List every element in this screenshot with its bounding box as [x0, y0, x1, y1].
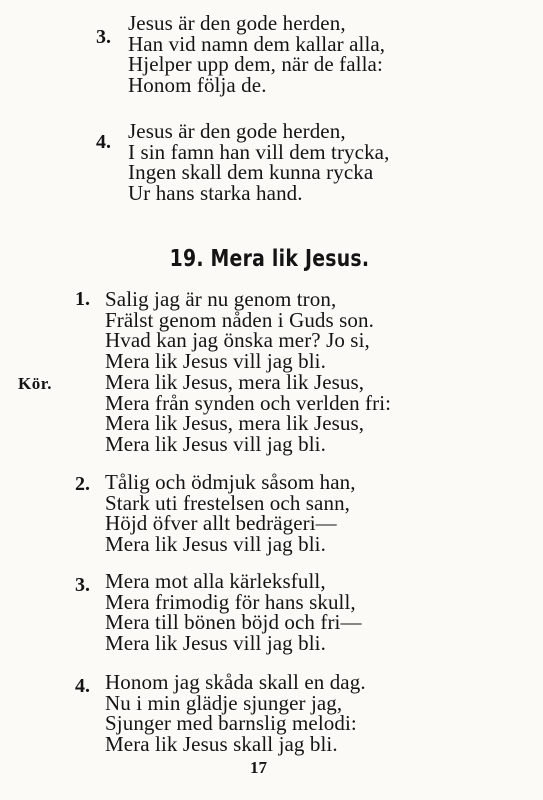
verse-line: I sin famn han vill dem trycka, [128, 139, 390, 164]
verse-line: Hvad kan jag önska mer? Jo si, [105, 328, 370, 352]
verse-line: Mera lik Jesus vill jag bli. [105, 630, 326, 655]
stanza-number: 4. [75, 675, 90, 697]
verse-line: Han vid namn dem kallar alla, [128, 31, 386, 56]
verse-line: Mera till bönen böjd och fri— [105, 610, 362, 634]
verse-line: Mera lik Jesus, mera lik Jesus, [105, 411, 365, 435]
verse-line: Hjelper upp dem, när de falla: [128, 52, 383, 76]
verse-line: Salig jag är nu genom tron, [105, 287, 337, 311]
verse-line: Honom jag skåda skall en dag. [105, 670, 366, 694]
verse-line: Nu i min glädje sjunger jag, [105, 690, 343, 715]
verse-line: Sjunger med barnslig melodi: [105, 711, 357, 735]
stanza-number: 1. [75, 288, 90, 310]
verse-line: Mera från synden och verlden fri: [105, 390, 392, 415]
page-number: 17 [250, 758, 267, 777]
verse-line: Höjd öfver allt bedrägeri— [105, 511, 337, 535]
verse-line: Frälst genom nåden i Guds son. [105, 307, 374, 332]
verse-line: Stark uti frestelsen och sann, [105, 490, 351, 515]
verse-line: Mera lik Jesus, mera lik Jesus, [105, 370, 365, 394]
verse-line: Mera frimodig för hans skull, [105, 589, 356, 614]
stanza-number: 3. [75, 574, 90, 596]
verse-line: Mera lik Jesus skall jag bli. [105, 731, 338, 756]
chorus-label: Kör. [18, 374, 52, 393]
stanza-number: 4. [96, 131, 111, 153]
verse-line: Jesus är den gode herden, [128, 11, 346, 35]
verse-line: Mera mot alla kärleksfull, [105, 569, 326, 593]
stanza-number: 3. [96, 26, 111, 48]
verse-line: Honom följa de. [128, 72, 267, 97]
hymn-title: 19. Mera lik Jesus. [169, 246, 370, 272]
verse-line: Mera lik Jesus vill jag bli. [105, 431, 326, 456]
verse-line: Ingen skall dem kunna rycka [128, 160, 374, 184]
verse-line: Tålig och ödmjuk såsom han, [105, 470, 356, 494]
verse-line: Ur hans starka hand. [128, 180, 303, 205]
stanza-number: 2. [75, 473, 90, 495]
verse-line: Jesus är den gode herden, [128, 119, 346, 143]
verse-line: Mera lik Jesus vill jag bli. [105, 348, 326, 373]
verse-line: Mera lik Jesus vill jag bli. [105, 531, 326, 556]
